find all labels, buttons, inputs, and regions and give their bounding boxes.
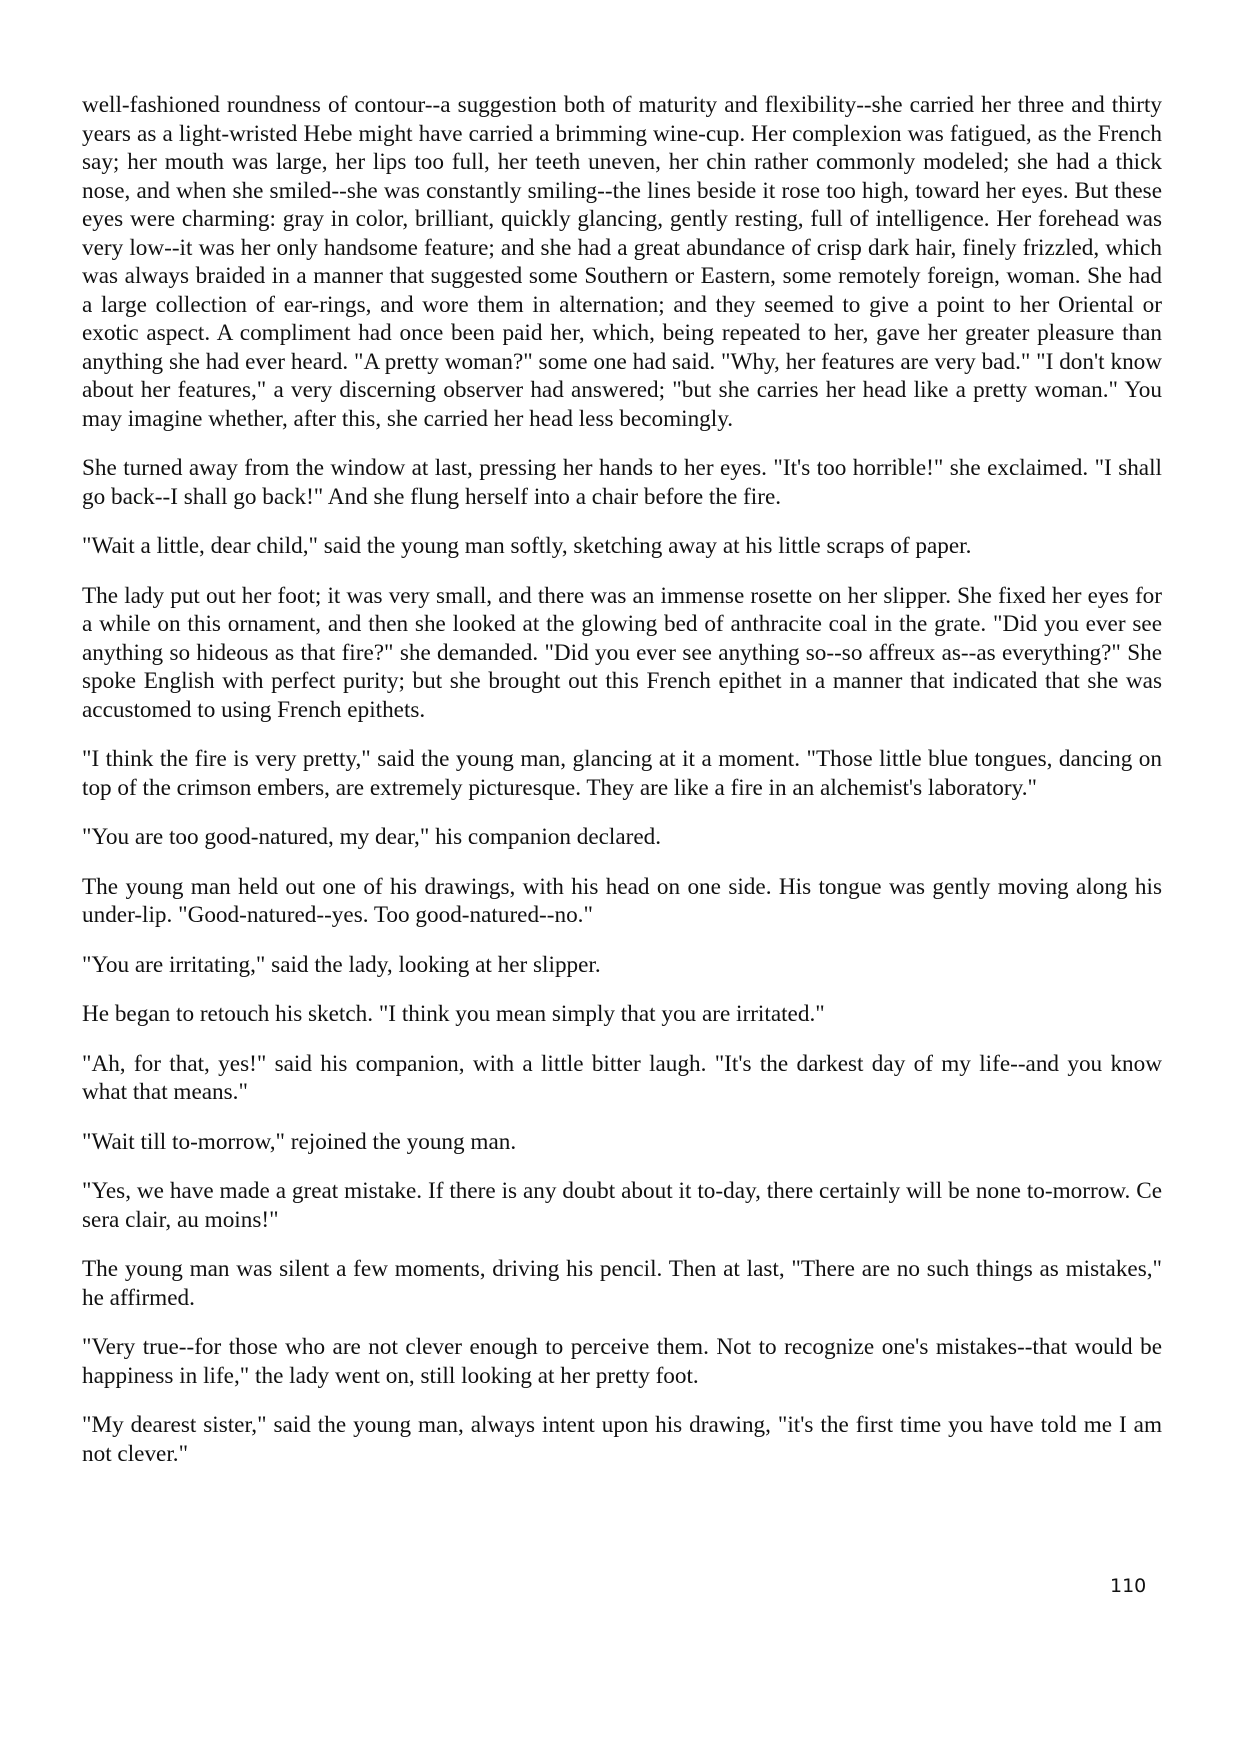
- paragraph: She turned away from the window at last, pressing her hands to her eyes. "It's too horrible!" she exclaimed. "I shall go back--I shall go back!" And she flung herself into a chair before the fire.: [82, 455, 1162, 510]
- paragraph: "Ah, for that, yes!" said his companion, with a little bitter laugh. "It's the darkest day of my life--and you know what that means.": [82, 1050, 1162, 1105]
- page-body: [82, 91, 1162, 1489]
- paragraph: "You are irritating," said the lady, looking at her slipper.: [82, 951, 601, 978]
- paragraph: "My dearest sister," said the young man, always intent upon his drawing, "it's the first time you have told me I am not clever.": [82, 1412, 1162, 1467]
- paragraph: "Wait a little, dear child," said the young man softly, sketching away at his little scraps of paper.: [82, 533, 972, 559]
- paragraph: "Wait till to-morrow," rejoined the young man.: [82, 1128, 517, 1155]
- paragraph: He began to retouch his sketch. "I think you mean simply that you are irritated.": [82, 1001, 825, 1027]
- paragraph: "You are too good-natured, my dear," his companion declared.: [82, 824, 662, 850]
- paragraph: The lady put out her foot; it was very small, and there was an immense rosette on her slipper. She fixed her eyes for a while on this ornament, and then she looked at the glowing bed of anthracite coal in the grate. "Did you ever see anything so hideous as that fire?" she demanded. "Did you ever see anything so--so affreux as--as everything?" She spoke English with perfect purity; but she brought out this French epithet in a manner that indicated that she was accustomed to using French epithets.: [82, 582, 1162, 723]
- paragraph: "Yes, we have made a great mistake. If there is any doubt about it to-day, there certainly will be none to-morrow. Ce sera clair, au moins!": [82, 1178, 1162, 1233]
- paragraph: well-fashioned roundness of contour--a suggestion both of maturity and flexibility--she carried her three and thirty years as a light-wristed Hebe might have carried a brimming wine-cup. Her complexion was fatigued, as the French say; her mouth was large, her lips too full, her teeth uneven, her chin rather commonly modeled; she had a thick nose, and when she smiled--she was constantly smiling--the lines beside it rose too high, toward her eyes. But these eyes were charming: gray in color, brilliant, quickly glancing, gently resting, full of intelligence. Her forehead was very low--it was her only handsome feature; and she had a great abundance of crisp dark hair, finely frizzled, which was always braided in a manner that suggested some Southern or Eastern, some remotely foreign, woman. She had a large collection of ear-rings, and wore them in alternation; and they seemed to give a point to her Oriental or exotic aspect. A compliment had once been paid her, which, being repeated to her, gave her greater pleasure than anything she had ever heard. "A pretty woman?" some one had said. "Why, her features are very bad." "I don't know about her features," a very discerning observer had answered; "but she carries her head like a pretty woman." You may imagine whether, after this, she carried her head less becomingly.: [82, 92, 1162, 432]
- paragraph: "Very true--for those who are not clever enough to perceive them. Not to recognize one's mistakes--that would be happiness in life," the lady went on, still looking at her pretty foot.: [82, 1334, 1162, 1389]
- page-number: 110: [1110, 1575, 1147, 1597]
- paragraph: The young man was silent a few moments, driving his pencil. Then at last, "There are no such things as mistakes," he affirmed.: [82, 1256, 1162, 1311]
- paragraph: The young man held out one of his drawings, with his head on one side. His tongue was gently moving along his under-lip. "Good-natured--yes. Too good-natured--no.": [82, 873, 1162, 928]
- paragraph: "I think the fire is very pretty," said the young man, glancing at it a moment. "Those little blue tongues, dancing on top of the crimson embers, are extremely picturesque. They are like a fire in an alchemist's laboratory.": [82, 746, 1162, 801]
